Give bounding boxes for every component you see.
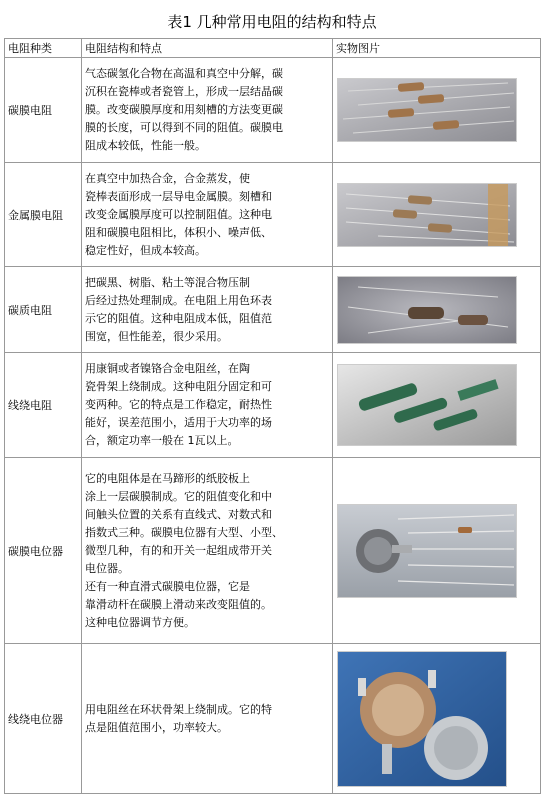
header-desc: 电阻结构和特点 [82,39,333,58]
table-row [5,58,541,162]
resistor-description: 它的电阻体是在马蹄形的纸胶板上 涂上一层碳膜制成。它的阻值变化和中 间触头位置的关系有直线式、对数式和 指数式三种。碳膜电位器有大型、小型、 微型几种，有的和开关一起组成带开关 电位器。 还有一种直滑式碳膜电位器，它是 靠滑动杆在碳膜上滑动来改变阻值的。 这种电位器调节方便。 [82,457,333,643]
table-row [5,162,541,266]
resistor-table [4,38,541,794]
resistor-photo-cell [333,457,541,643]
carbon-composition-resistor-photo [337,276,517,344]
resistor-photo-cell [333,353,541,457]
resistor-photo-cell [333,58,541,162]
resistor-description: 用电阻丝在环状骨架上绕制成。它的特 点是阻值范围小，功率较大。 [82,644,333,794]
resistor-type: 碳质电阻 [5,267,82,353]
header-type: 电阻种类 [5,39,82,58]
resistor-type: 线绕电阻 [5,353,82,457]
resistor-description: 在真空中加热合金，合金蒸发，使 瓷棒表面形成一层导电金属膜。刻槽和 改变金属膜厚度可以控制阻值。这种电 阻和碳膜电阻相比，体积小、噪声低、 稳定性好，但成本较高。 [82,162,333,266]
table-row [5,267,541,353]
resistor-description: 用康铜或者镍铬合金电阻丝，在陶 瓷骨架上绕制成。这种电阻分固定和可 变两种。它的特点是工作稳定，耐热性 能好，误差范围小，适用于大功率的场 合，额定功率一般在 1瓦以上。 [82,353,333,457]
resistor-description: 气态碳氢化合物在高温和真空中分解，碳 沉积在瓷棒或者瓷管上，形成一层结晶碳 膜。改变碳膜厚度和用刻槽的方法变更碳 膜的长度，可以得到不同的阻值。碳膜电 阻成本较低，性能一般。 [82,58,333,162]
carbon-film-potentiometer-photo [337,504,517,598]
resistor-description: 把碳黑、树脂、粘土等混合物压制 后经过热处理制成。在电阻上用色环表 示它的阻值。这种电阻成本低，阻值范 围宽，但性能差，很少采用。 [82,267,333,353]
wire-wound-potentiometer-photo [337,651,507,787]
carbon-film-resistor-photo [337,78,517,142]
metal-film-resistor-photo [337,183,517,247]
table-row [5,353,541,457]
resistor-photo-cell [333,162,541,266]
resistor-photo-cell [333,267,541,353]
resistor-type: 碳膜电位器 [5,457,82,643]
table-row [5,644,541,794]
table-title: 表1 几种常用电阻的结构和特点 [167,13,377,31]
resistor-type: 碳膜电阻 [5,58,82,162]
resistor-type: 线绕电位器 [5,644,82,794]
header-image: 实物图片 [333,39,541,58]
table-row [5,457,541,643]
wire-wound-resistor-photo [337,364,517,446]
table-header-row [5,39,541,58]
resistor-type: 金属膜电阻 [5,162,82,266]
resistor-photo-cell [333,644,541,794]
